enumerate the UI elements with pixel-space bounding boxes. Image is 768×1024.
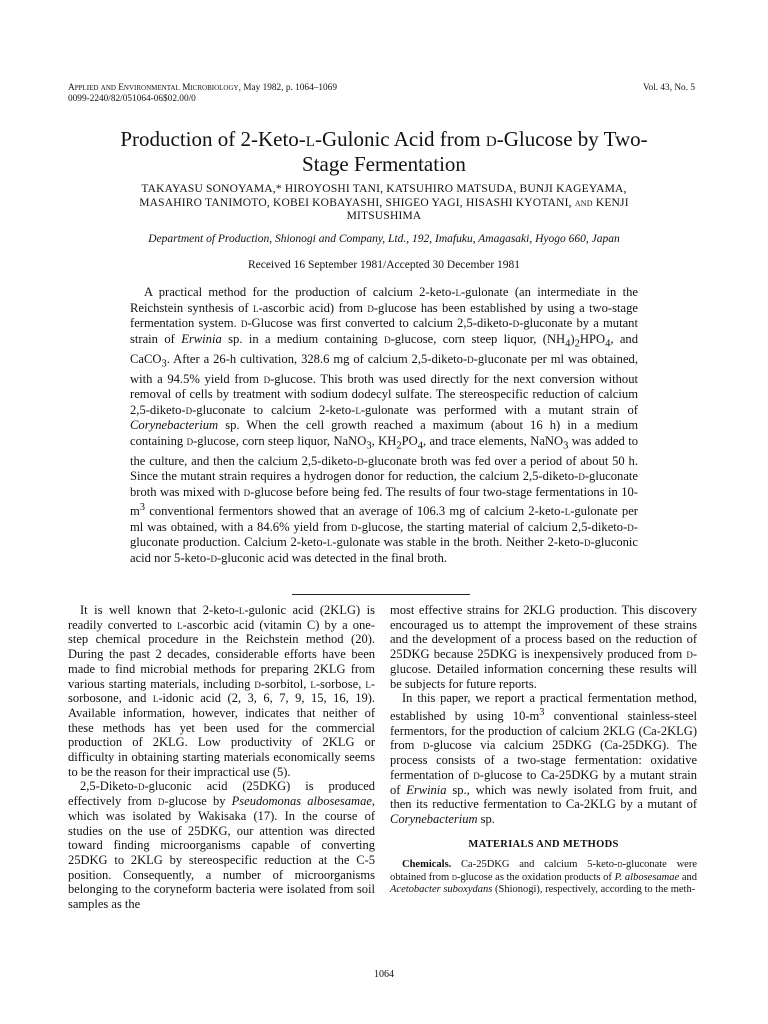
right-column — [390, 603, 697, 897]
author-list — [64, 183, 704, 224]
left-column — [68, 603, 375, 912]
citation: , May 1982, p. 1064–1069 — [238, 83, 337, 93]
running-header — [68, 83, 337, 105]
page-number: 1064 — [374, 969, 394, 980]
article-title: Production of 2-Keto-l-Gulonic Acid from d-Glucose by Two- Stage Fermentation — [120, 127, 648, 176]
body-paragraph: It is well known that 2-keto-l-gulonic acid (2KLG) is readily converted to l-ascorbic acid (vitamin C) by a one-step chemical procedure in the Reichstein method (20). During the past 2 decades, considerable efforts have been made to find microbial methods for preparing 2KLG from various starting materials, including d-sorbitol, l-sorbose, l-sorbosone, and l-idonic acid (2, 3, 6, 7, 9, 15, 16, 19). Available information, however, indicates that neither of these methods has yet been used for the commercial production of 2KLG. Low productivity of 2KLG or difficulty in obtaining starting materials economically seems to be the reason for their impractical use (5). — [68, 603, 375, 779]
affiliation: Department of Production, Shionogi and Company, Ltd., 192, Imafuku, Amagasaki, Hyogo 660, Japan — [148, 233, 620, 245]
section-heading: MATERIALS AND METHODS — [468, 838, 619, 850]
body-paragraph: In this paper, we report a practical fermentation method, established by using $10-m^3$ conventional stainless-steel fermentors, for the production of calcium 2KLG (Ca-2KLG) from d-glucose via calcium 25DKG (Ca-25DKG). The process consists of a two-stage fermentation: oxidative fermentation of d-glucose to Ca-25DKG by a mutant strain of Erwinia sp., which was newly isolated from fruit, and then its reductive fermentation to Ca-2KLG by a mutant of Corynebacterium sp. — [390, 691, 698, 826]
body-paragraph: 2,5-Diketo-d-gluconic acid (25DKG) is produced effectively from d-glucose by Pseudomonas albosesamae, which was isolated by Wakisaka (17). In the course of studies on the use of 25DKG, our attention was directed toward finding microorganisms capable of converting 25DKG to 2KLG by stereospecific reduction at the C-5 position. Consequently, a number of microorganisms belonging to the coryneform bacteria were isolated from soil samples as the — [68, 779, 375, 912]
volume-number: Vol. 43, No. 5 — [643, 83, 695, 93]
authors-line-2: MASAHIRO TANIMOTO, KOBEI KOBAYASHI, SHIGEO YAGI, HISASHI KYOTANI, and KENJI — [139, 196, 629, 209]
chemicals-heading: Chemicals. — [402, 859, 452, 871]
abstract: A practical method for the production of calcium 2-keto-l-gulonate (an intermediate in the Reichstein synthesis of l-ascorbic acid) from d-glucose has been established by using a two-stage fermentation system. d-Glucose was first converted to calcium 2,5-diketo-d-gluconate by a mutant strain of Erwinia sp. in a medium containing d-glucose, corn steep liquor, $(NH_4)_2HPO_4$, and CaCO$_3$. After a 26-h cultivation, 328.6 mg of calcium 2,5-diketo-d-gluconate per ml was obtained, with a 94.5% yield from d-glucose. This broth was used directly for the next conversion without removal of cells by treatment with sodium dodecyl sulfate. The stereospecific reduction of calcium 2,5-diketo-d-gluconate to calcium 2-keto-l-gulonate was performed with a mutant strain of Corynebacterium sp. When the cell growth reached a maximum (about 16 h) in a medium containing d-glucose, corn steep liquor, NaNO$_3$, $KH_2PO_4$, and trace elements, NaNO$_3$ was added to the culture, and then the calcium 2,5-diketo-d-gluconate broth was fed over a period of about 50 h. Since the mutant strain requires a hydrogen donor for reduction, the calcium 2,5-diketo-d-gluconate broth was mixed with d-glucose before being fed. The results of four two-stage fermentations in $10-m^3$ conventional fermentors showed that an average of 106.3 mg of calcium 2-keto-l-gulonate per ml was obtained, with a 84.6% yield from d-glucose, the starting material of calcium 2,5-diketo-d-gluconate production. Calcium 2-keto-l-gulonate was stable in the broth. Neither 2-keto-d-gluconic acid nor 5-keto-d-gluconic acid was detected in the final broth. — [130, 285, 639, 565]
chemicals-paragraph: Chemicals. Ca-25DKG and calcium 5-keto-d-gluconate were obtained from d-glucose as the oxidation products of P. albosesamae and Acetobacter suboxydans (Shionogi), respectively, according to the meth- — [390, 859, 698, 896]
article-code: 0099-2240/82/051064-06$02.00/0 — [68, 94, 196, 104]
body-paragraph: most effective strains for 2KLG production. This discovery encouraged us to attempt the improvement of these strains and the development of a process based on the reduction of 25DKG because 25DKG is inexpensively produced from d-glucose. Detailed information concerning these results will be subjects for future reports. — [390, 603, 697, 691]
received-date: Received 16 September 1981/Accepted 30 December 1981 — [247, 259, 521, 271]
authors-line-1: TAKAYASU SONOYAMA,* HIROYOSHI TANI, KATSUHIRO MATSUDA, BUNJI KAGEYAMA, — [141, 183, 627, 195]
authors-line-3: MITSUSHIMA — [346, 210, 422, 222]
journal-name: Applied and Environmental Microbiology — [68, 83, 239, 93]
abstract-divider — [292, 594, 470, 595]
